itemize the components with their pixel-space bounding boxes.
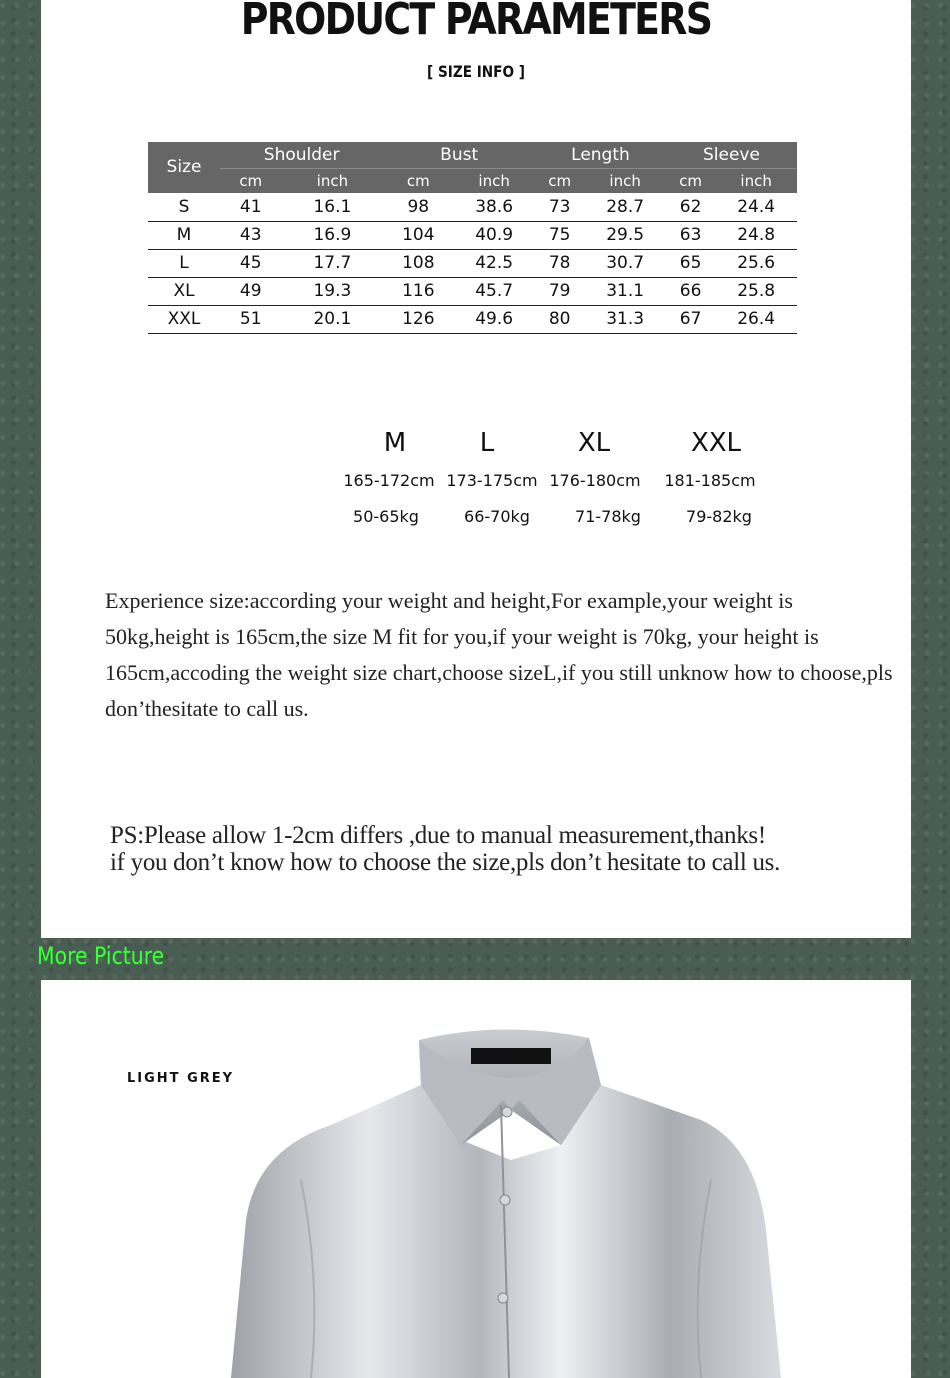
measurement-cell: 16.9: [281, 221, 383, 249]
size-cell: S: [148, 193, 220, 221]
measurement-cell: 45.7: [453, 277, 535, 305]
measurement-cell: 24.4: [715, 193, 797, 221]
measurement-cell: 67: [666, 305, 715, 333]
measurement-cell: 66: [666, 277, 715, 305]
fit-weight-xxl: 79-82kg: [686, 507, 752, 526]
group-header-length: Length: [535, 142, 666, 169]
fit-size-xl: XL: [577, 428, 611, 458]
measurement-cell: 25.6: [715, 249, 797, 277]
measurement-cell: 40.9: [453, 221, 535, 249]
measurement-cell: 38.6: [453, 193, 535, 221]
ps-line-2: if you don’t know how to choose the size,pls don’t hesitate to call us.: [110, 849, 781, 876]
measurement-cell: 28.7: [584, 193, 666, 221]
measurement-cell: 49: [220, 277, 281, 305]
size-cell: L: [148, 249, 220, 277]
unit-header: cm: [220, 169, 281, 194]
fit-height-l: 173-175cm: [446, 471, 538, 490]
fit-height-m: 165-172cm: [343, 471, 435, 490]
measurement-cell: 80: [535, 305, 584, 333]
measurement-cell: 31.3: [584, 305, 666, 333]
page-title: PRODUCT PARAMETERS: [240, 0, 712, 45]
measurement-cell: 75: [535, 221, 584, 249]
table-row: [148, 277, 797, 305]
unit-header: cm: [535, 169, 584, 194]
fit-weight-l: 66-70kg: [464, 507, 530, 526]
table-row: [148, 249, 797, 277]
fit-height-xxl: 181-185cm: [664, 471, 756, 490]
measurement-cell: 19.3: [281, 277, 383, 305]
measurement-cell: 79: [535, 277, 584, 305]
measurement-cell: 126: [383, 305, 453, 333]
fit-height-xl: 176-180cm: [549, 471, 641, 490]
measurement-cell: 31.1: [584, 277, 666, 305]
measurement-cell: 24.8: [715, 221, 797, 249]
measurement-cell: 26.4: [715, 305, 797, 333]
measurement-cell: 73: [535, 193, 584, 221]
measurement-cell: 49.6: [453, 305, 535, 333]
size-cell: XXL: [148, 305, 220, 333]
size-cell: M: [148, 221, 220, 249]
shirt-photo: [41, 980, 911, 1378]
group-header-shoulder: Shoulder: [220, 142, 383, 169]
measurement-cell: 30.7: [584, 249, 666, 277]
group-header-bust: Bust: [383, 142, 535, 169]
fit-weight-m: 50-65kg: [353, 507, 419, 526]
measurement-cell: 42.5: [453, 249, 535, 277]
fit-size-l: L: [479, 428, 495, 458]
fit-weight-xl: 71-78kg: [575, 507, 641, 526]
measurement-cell: 108: [383, 249, 453, 277]
size-info-subtitle: [ SIZE INFO ]: [427, 62, 525, 81]
size-column-header: Size: [148, 142, 220, 193]
experience-size-text: Experience size:according your weight and height,For example,your weight is 50kg,height is 165cm,the size M fit for you,if your weight is 70kg, your height is 165cm,accoding the weight size chart,choose sizeL,if you still unknow how to choose,pls don’thesitate to call us.: [105, 588, 893, 721]
measurement-cell: 104: [383, 221, 453, 249]
color-label: LIGHT GREY: [127, 1071, 235, 1086]
measurement-cell: 62: [666, 193, 715, 221]
size-cell: XL: [148, 277, 220, 305]
measurement-cell: 16.1: [281, 193, 383, 221]
measurement-cell: 43: [220, 221, 281, 249]
fit-size-m: M: [383, 428, 407, 458]
unit-header: inch: [584, 169, 666, 194]
unit-header: inch: [715, 169, 797, 194]
unit-header: cm: [666, 169, 715, 194]
measurement-cell: 98: [383, 193, 453, 221]
unit-header: inch: [281, 169, 383, 194]
measurement-cell: 17.7: [281, 249, 383, 277]
group-header-sleeve: Sleeve: [666, 142, 797, 169]
measurement-cell: 51: [220, 305, 281, 333]
table-row: [148, 193, 797, 221]
measurement-cell: 116: [383, 277, 453, 305]
measurement-cell: 45: [220, 249, 281, 277]
measurement-cell: 29.5: [584, 221, 666, 249]
table-row: [148, 221, 797, 249]
measurement-cell: 65: [666, 249, 715, 277]
size-table-body: [148, 193, 797, 333]
ps-line-1: PS:Please allow 1-2cm differs ,due to manual measurement,thanks!: [110, 822, 766, 849]
size-chart-table: [148, 142, 797, 334]
measurement-cell: 25.8: [715, 277, 797, 305]
measurement-cell: 78: [535, 249, 584, 277]
unit-header: cm: [383, 169, 453, 194]
table-row: [148, 305, 797, 333]
measurement-cell: 20.1: [281, 305, 383, 333]
fit-size-xxl: XXL: [690, 428, 742, 458]
product-photo-panel: [41, 980, 911, 1378]
size-info-panel: [41, 0, 911, 938]
unit-header: inch: [453, 169, 535, 194]
measurement-cell: 63: [666, 221, 715, 249]
more-picture-heading: More Picture: [37, 942, 165, 970]
ps-note: [110, 822, 900, 876]
measurement-cell: 41: [220, 193, 281, 221]
